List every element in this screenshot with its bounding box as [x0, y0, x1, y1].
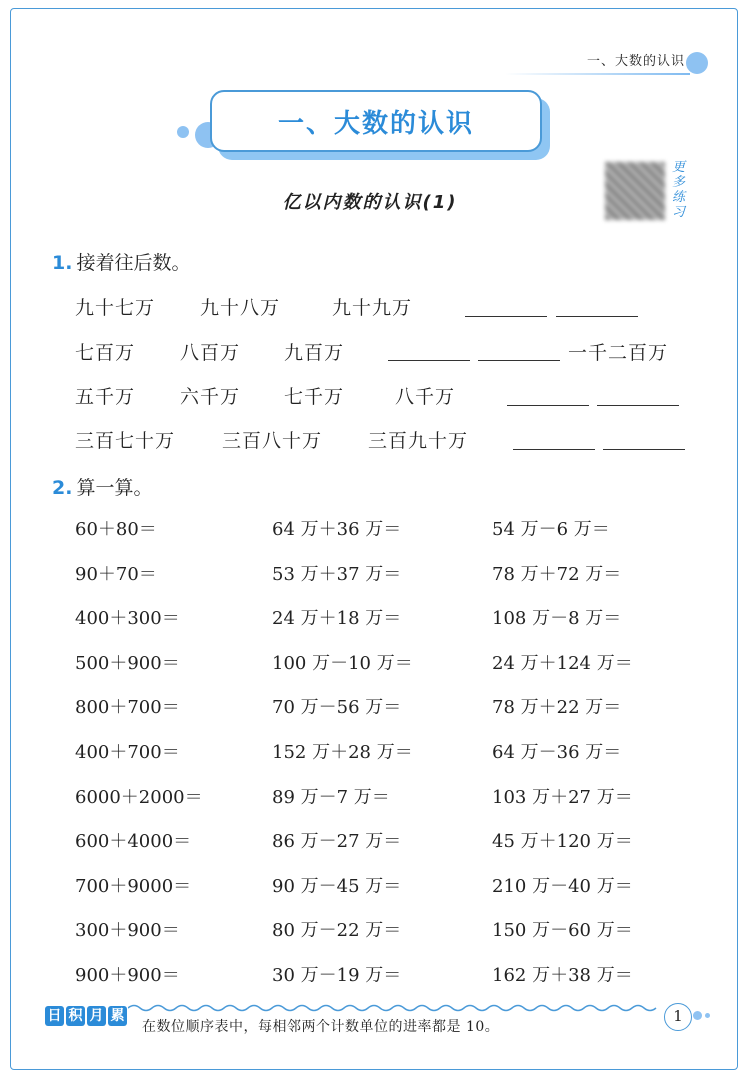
qr-caption: 更多练习 — [672, 160, 686, 220]
count-item: 三百八十万 — [222, 430, 323, 452]
count-item: 三百七十万 — [75, 430, 176, 452]
question-number: 2. — [52, 477, 73, 499]
section-title: 亿以内数的认识(1) — [282, 192, 458, 213]
calculation-problem: 64 万＋36 万＝ — [272, 519, 402, 540]
calculation-problem: 70 万－56 万＝ — [272, 697, 402, 718]
count-item: 九十七万 — [75, 297, 156, 319]
calculation-problem: 86 万－27 万＝ — [272, 831, 402, 852]
running-header: 一、大数的认识 — [586, 54, 685, 69]
calculation-problem: 90＋70＝ — [75, 564, 157, 585]
footer-tag-char: 积 — [66, 1006, 85, 1026]
calculation-problem: 6000＋2000＝ — [75, 787, 203, 808]
calculation-problem: 152 万＋28 万＝ — [272, 742, 413, 763]
calculation-problem: 80 万－22 万＝ — [272, 920, 402, 941]
calculation-problem: 90 万－45 万＝ — [272, 876, 402, 897]
count-item: 五千万 — [75, 386, 136, 408]
calculation-problem: 24 万＋124 万＝ — [492, 653, 633, 674]
calculation-problem: 103 万＋27 万＝ — [492, 787, 633, 808]
page-number: 1 — [664, 1003, 692, 1031]
calculation-problem: 100 万－10 万＝ — [272, 653, 413, 674]
answer-blank[interactable] — [513, 449, 595, 450]
calculation-problem: 24 万＋18 万＝ — [272, 608, 402, 629]
answer-blank[interactable] — [603, 449, 685, 450]
calculation-problem: 64 万－36 万＝ — [492, 742, 622, 763]
calculation-problem: 400＋700＝ — [75, 742, 180, 763]
header-decoration-dot — [686, 52, 708, 74]
footer-tag-char: 日 — [45, 1006, 64, 1026]
calculation-problem: 600＋4000＝ — [75, 831, 192, 852]
answer-blank[interactable] — [388, 360, 470, 361]
chapter-title: 一、大数的认识 — [210, 90, 542, 152]
question-number: 1. — [52, 252, 73, 274]
calculation-problem: 89 万－7 万＝ — [272, 787, 390, 808]
question-2-title — [52, 473, 152, 500]
calculation-problem: 45 万＋120 万＝ — [492, 831, 633, 852]
page-number-decoration-dot — [705, 1013, 710, 1018]
calculation-problem: 900＋900＝ — [75, 965, 180, 986]
answer-blank[interactable] — [556, 316, 638, 317]
calculation-problem: 53 万＋37 万＝ — [272, 564, 402, 585]
count-item: 一千二百万 — [568, 342, 669, 364]
answer-blank[interactable] — [507, 405, 589, 406]
footer-note: 在数位顺序表中，每相邻两个计数单位的进率都是 10。 — [142, 1019, 500, 1035]
qr-code-icon[interactable] — [605, 162, 665, 220]
decoration-bubble — [177, 126, 189, 138]
calculation-problem: 78 万＋22 万＝ — [492, 697, 622, 718]
calculation-problem: 108 万－8 万＝ — [492, 608, 622, 629]
count-item: 九十九万 — [332, 297, 413, 319]
count-item: 六千万 — [180, 386, 241, 408]
calculation-problem: 400＋300＝ — [75, 608, 180, 629]
count-item: 七百万 — [75, 342, 136, 364]
count-item: 八千万 — [395, 386, 456, 408]
footer-tag-char: 累 — [108, 1006, 127, 1026]
calculation-problem: 60＋80＝ — [75, 519, 157, 540]
calculation-problem: 162 万＋38 万＝ — [492, 965, 633, 986]
count-item: 八百万 — [180, 342, 241, 364]
calculation-problem: 700＋9000＝ — [75, 876, 192, 897]
calculation-problem: 300＋900＝ — [75, 920, 180, 941]
count-item: 九十八万 — [200, 297, 281, 319]
answer-blank[interactable] — [478, 360, 560, 361]
footer-tag — [45, 1006, 127, 1028]
count-item: 三百九十万 — [368, 430, 469, 452]
count-item: 七千万 — [284, 386, 345, 408]
calculation-problem: 800＋700＝ — [75, 697, 180, 718]
running-header-rule — [505, 73, 690, 75]
calculation-problem: 30 万－19 万＝ — [272, 965, 402, 986]
question-text: 接着往后数。 — [76, 252, 191, 274]
calculation-problem: 210 万－40 万＝ — [492, 876, 633, 897]
calculation-problem: 150 万－60 万＝ — [492, 920, 633, 941]
calculation-problem: 500＋900＝ — [75, 653, 180, 674]
question-text: 算一算。 — [76, 477, 153, 499]
calculation-problem: 54 万－6 万＝ — [492, 519, 610, 540]
answer-blank[interactable] — [465, 316, 547, 317]
footer-wave-rule — [128, 1003, 658, 1013]
page-number-decoration-dot — [693, 1011, 702, 1020]
footer-tag-char: 月 — [87, 1006, 106, 1026]
question-1-title — [52, 248, 190, 275]
calculation-problem: 78 万＋72 万＝ — [492, 564, 622, 585]
answer-blank[interactable] — [597, 405, 679, 406]
count-item: 九百万 — [284, 342, 345, 364]
